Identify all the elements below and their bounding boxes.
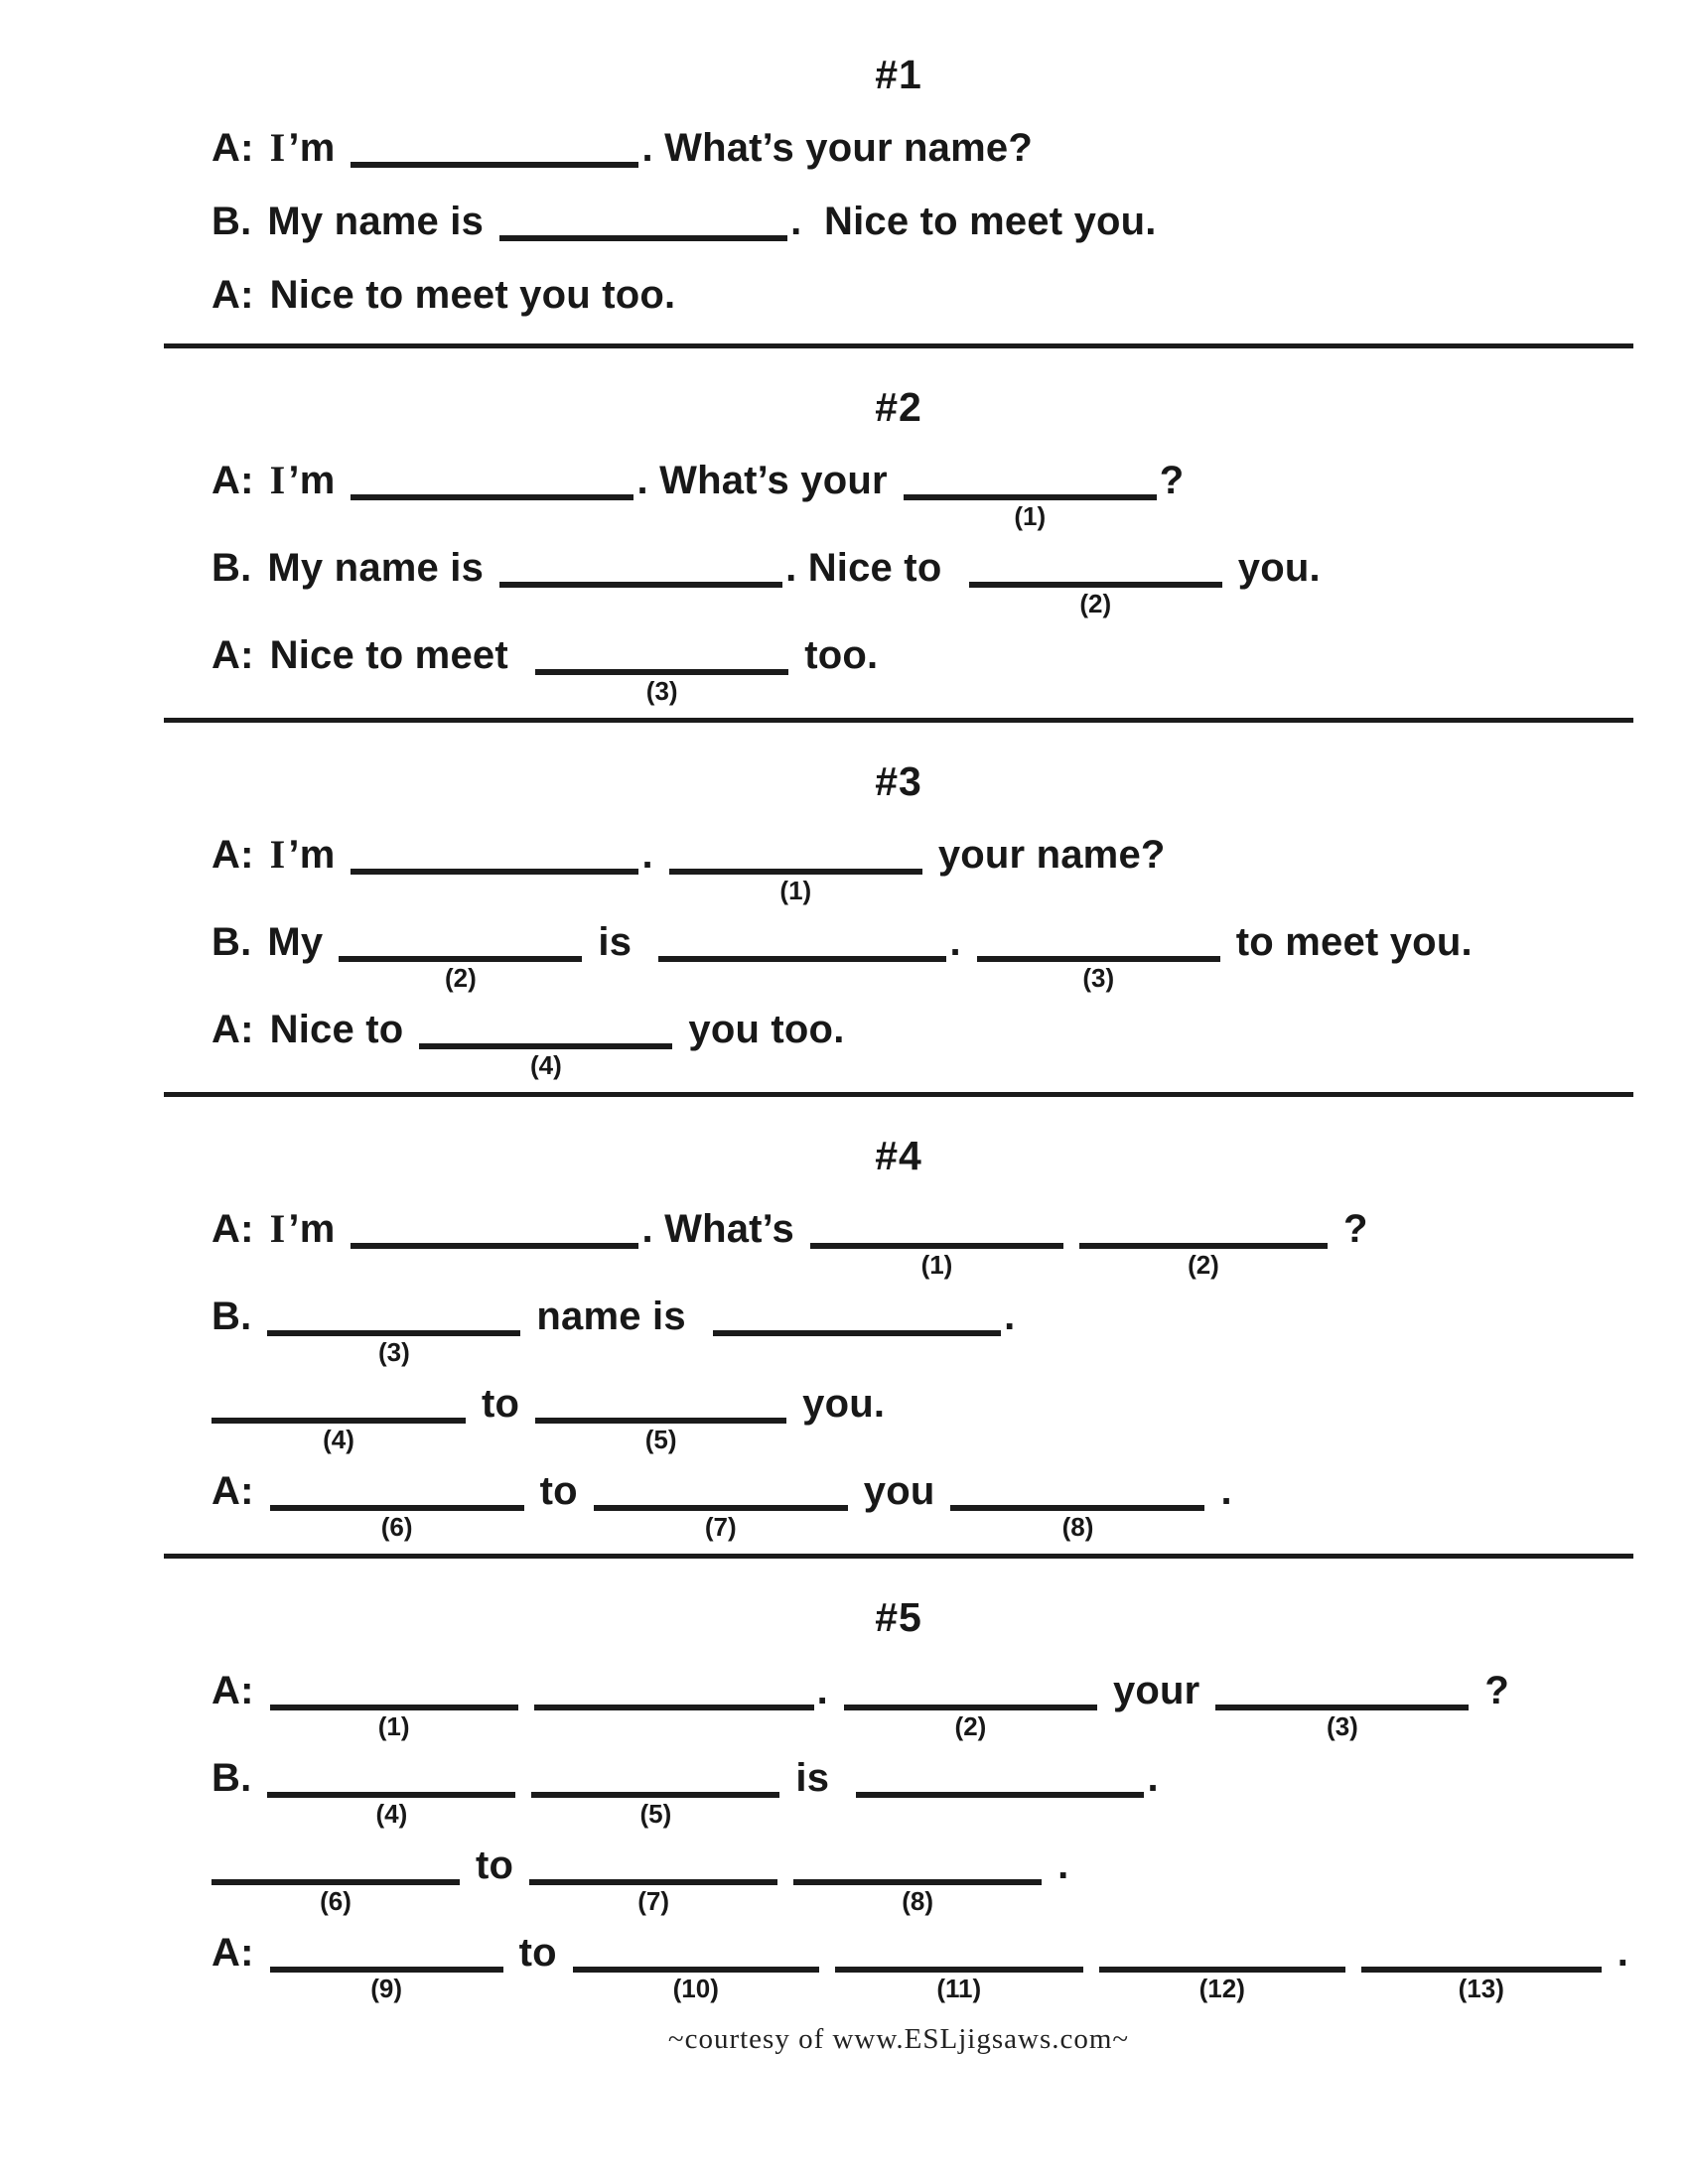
line-text: you. [1237, 546, 1321, 590]
blank-number: (6) [380, 1512, 413, 1542]
fill-in-blank-1[interactable] [904, 486, 1157, 531]
section-divider [164, 1554, 1633, 1559]
line-text: is [795, 1756, 841, 1800]
blank-number: (3) [1082, 963, 1115, 993]
line-text: . [1004, 1295, 1016, 1338]
speaker-label: A: [211, 273, 254, 317]
footer-credit: ~courtesy of www.ESLjigsaws.com~ [667, 2023, 1130, 2055]
section-5 [164, 1592, 1633, 2003]
dialogue-line [164, 830, 1633, 905]
blank-number: (1) [920, 1250, 953, 1280]
fill-in-blank-3[interactable] [535, 661, 788, 706]
line-text: . [1057, 1843, 1069, 1887]
fill-in-blank[interactable] [351, 154, 638, 168]
blank-number: (2) [1079, 589, 1112, 618]
section-title: #5 [875, 1594, 922, 1640]
fill-in-blank[interactable] [658, 948, 946, 962]
fill-in-blank-4[interactable] [267, 1784, 515, 1829]
blank-number: (4) [529, 1050, 562, 1080]
dialogue-line [164, 197, 1633, 246]
blank-number: (4) [323, 1425, 354, 1454]
line-text: I [269, 458, 286, 502]
fill-in-blank-4[interactable] [211, 1410, 466, 1454]
blank-number: (3) [378, 1337, 410, 1367]
blank-number: (3) [1327, 1711, 1358, 1741]
line-text: ’m [288, 126, 336, 170]
dialogue-line [164, 1292, 1633, 1367]
section-1 [164, 50, 1633, 320]
section-divider [164, 718, 1633, 723]
line-text: ’m [288, 459, 336, 502]
dialogue-line [164, 1841, 1633, 1916]
section-title: #3 [875, 758, 922, 804]
line-text: . [1220, 1469, 1232, 1513]
line-text: you [863, 1469, 935, 1513]
fill-in-blank-10[interactable] [573, 1959, 819, 2003]
section-3 [164, 756, 1633, 1080]
fill-in-blank-1[interactable] [669, 861, 922, 905]
line-text: is [598, 920, 643, 964]
line-text: to [482, 1382, 520, 1426]
fill-in-blank[interactable] [499, 227, 787, 241]
line-text: . [1147, 1756, 1159, 1800]
blank-number: (5) [644, 1425, 677, 1454]
speaker-label: A: [211, 1469, 254, 1513]
blank-number: (6) [320, 1886, 352, 1916]
fill-in-blank-2[interactable] [1079, 1235, 1328, 1280]
section-divider [164, 343, 1633, 348]
blank-number: (10) [672, 1974, 719, 2003]
line-text: My [267, 920, 324, 964]
line-text: I [269, 1206, 286, 1251]
speaker-label: A: [211, 459, 254, 502]
dialogue-line [164, 543, 1633, 618]
speaker-label: B. [211, 1756, 252, 1800]
line-text: to [476, 1843, 514, 1887]
blank-number: (7) [704, 1512, 737, 1542]
fill-in-blank-1[interactable] [810, 1235, 1063, 1280]
dialogue-line [164, 1928, 1633, 2003]
line-text: you. [802, 1382, 886, 1426]
line-text: Nice to meet [269, 633, 520, 677]
line-text: . Nice to [785, 546, 953, 590]
line-text: . Nice to meet you. [790, 200, 1157, 243]
blank-number: (2) [444, 963, 477, 993]
section-2 [164, 382, 1633, 706]
fill-in-blank[interactable] [856, 1784, 1144, 1798]
line-text: too. [804, 633, 879, 677]
fill-in-blank[interactable] [499, 574, 782, 588]
dialogue-line [164, 1204, 1633, 1280]
blank-number: (7) [637, 1886, 670, 1916]
fill-in-blank-6[interactable] [211, 1871, 460, 1916]
dialogue-line [164, 917, 1633, 993]
section-divider [164, 1092, 1633, 1097]
speaker-label: B. [211, 920, 252, 964]
line-text: . [949, 920, 961, 964]
line-text: My name is [267, 546, 485, 590]
speaker-label: A: [211, 1207, 254, 1251]
fill-in-blank-12[interactable] [1099, 1959, 1345, 2003]
line-text: ’m [288, 833, 336, 877]
fill-in-blank-9[interactable] [270, 1959, 503, 2003]
blank-number: (1) [377, 1711, 410, 1741]
fill-in-blank[interactable] [534, 1697, 814, 1710]
dialogue-line [164, 1753, 1633, 1829]
line-text: to [539, 1469, 578, 1513]
fill-in-blank-13[interactable] [1361, 1959, 1602, 2003]
section-title: #1 [875, 52, 922, 97]
line-text: ? [1484, 1669, 1510, 1712]
fill-in-blank-3[interactable] [1215, 1697, 1469, 1741]
blank-number: (3) [645, 676, 678, 706]
fill-in-blank-1[interactable] [270, 1697, 518, 1741]
speaker-label: A: [211, 1669, 254, 1712]
dialogue-line [164, 1005, 1633, 1080]
line-text: I [269, 832, 286, 877]
line-text: you too. [688, 1008, 845, 1051]
fill-in-blank-11[interactable] [835, 1959, 1083, 2003]
fill-in-blank-3[interactable] [977, 948, 1220, 993]
dialogue-line [164, 123, 1633, 173]
blank-number: (9) [370, 1974, 402, 2003]
speaker-label: A: [211, 1008, 254, 1051]
worksheet-content [164, 0, 1633, 2056]
line-text: name is [536, 1295, 698, 1338]
speaker-label: A: [211, 126, 254, 170]
fill-in-blank-7[interactable] [529, 1871, 777, 1916]
line-text: Nice to meet you too. [269, 273, 676, 317]
blank-number: (13) [1458, 1974, 1504, 2003]
line-text: to meet you. [1235, 920, 1473, 964]
fill-in-blank-2[interactable] [969, 574, 1222, 618]
dialogue-line [164, 630, 1633, 706]
line-text: ? [1159, 459, 1185, 502]
speaker-label: A: [211, 1931, 254, 1975]
dialogue-line [164, 270, 1633, 320]
blank-number: (5) [639, 1799, 672, 1829]
dialogue-line [164, 456, 1633, 531]
blank-number: (8) [902, 1886, 934, 1916]
dialogue-line [164, 1379, 1633, 1454]
fill-in-blank-7[interactable] [594, 1497, 848, 1542]
blank-number: (12) [1198, 1974, 1245, 2003]
fill-in-blank[interactable] [351, 486, 633, 500]
fill-in-blank[interactable] [351, 1235, 638, 1249]
fill-in-blank-5[interactable] [531, 1784, 779, 1829]
speaker-label: B. [211, 1295, 252, 1338]
blank-number: (1) [1014, 501, 1047, 531]
blank-number: (2) [1188, 1250, 1219, 1280]
line-text: . What’s [641, 1207, 794, 1251]
line-text: . What’s your [636, 459, 888, 502]
fill-in-blank-8[interactable] [950, 1497, 1204, 1542]
dialogue-line [164, 1466, 1633, 1542]
fill-in-blank-6[interactable] [270, 1497, 524, 1542]
section-4 [164, 1131, 1633, 1542]
line-text: . [816, 1669, 828, 1712]
blank-number: (11) [936, 1974, 982, 2003]
blank-number: (4) [375, 1799, 408, 1829]
line-text: . [641, 833, 653, 877]
line-text: Nice to [269, 1008, 404, 1051]
blank-number: (1) [779, 876, 812, 905]
speaker-label: A: [211, 633, 254, 677]
fill-in-blank-4[interactable] [419, 1035, 672, 1080]
line-text: ? [1342, 1207, 1368, 1251]
line-text: . [1617, 1931, 1629, 1975]
line-text: to [518, 1931, 557, 1975]
blank-number: (2) [954, 1711, 987, 1741]
fill-in-blank[interactable] [351, 861, 638, 875]
speaker-label: B. [211, 546, 252, 590]
speaker-label: A: [211, 833, 254, 877]
fill-in-blank-2[interactable] [339, 948, 582, 993]
line-text: your [1112, 1669, 1200, 1712]
section-title: #2 [875, 384, 922, 430]
dialogue-line [164, 1666, 1633, 1741]
line-text: . What’s your name? [641, 126, 1033, 170]
blank-number: (8) [1061, 1512, 1094, 1542]
fill-in-blank-2[interactable] [844, 1697, 1097, 1741]
line-text: ’m [288, 1207, 336, 1251]
line-text: I [269, 125, 286, 170]
line-text: your name? [937, 833, 1166, 877]
fill-in-blank-8[interactable] [793, 1871, 1042, 1916]
fill-in-blank[interactable] [713, 1322, 1001, 1336]
fill-in-blank-3[interactable] [267, 1322, 520, 1367]
speaker-label: B. [211, 200, 252, 243]
fill-in-blank-5[interactable] [535, 1410, 786, 1454]
line-text: My name is [267, 200, 485, 243]
section-title: #4 [875, 1133, 922, 1178]
